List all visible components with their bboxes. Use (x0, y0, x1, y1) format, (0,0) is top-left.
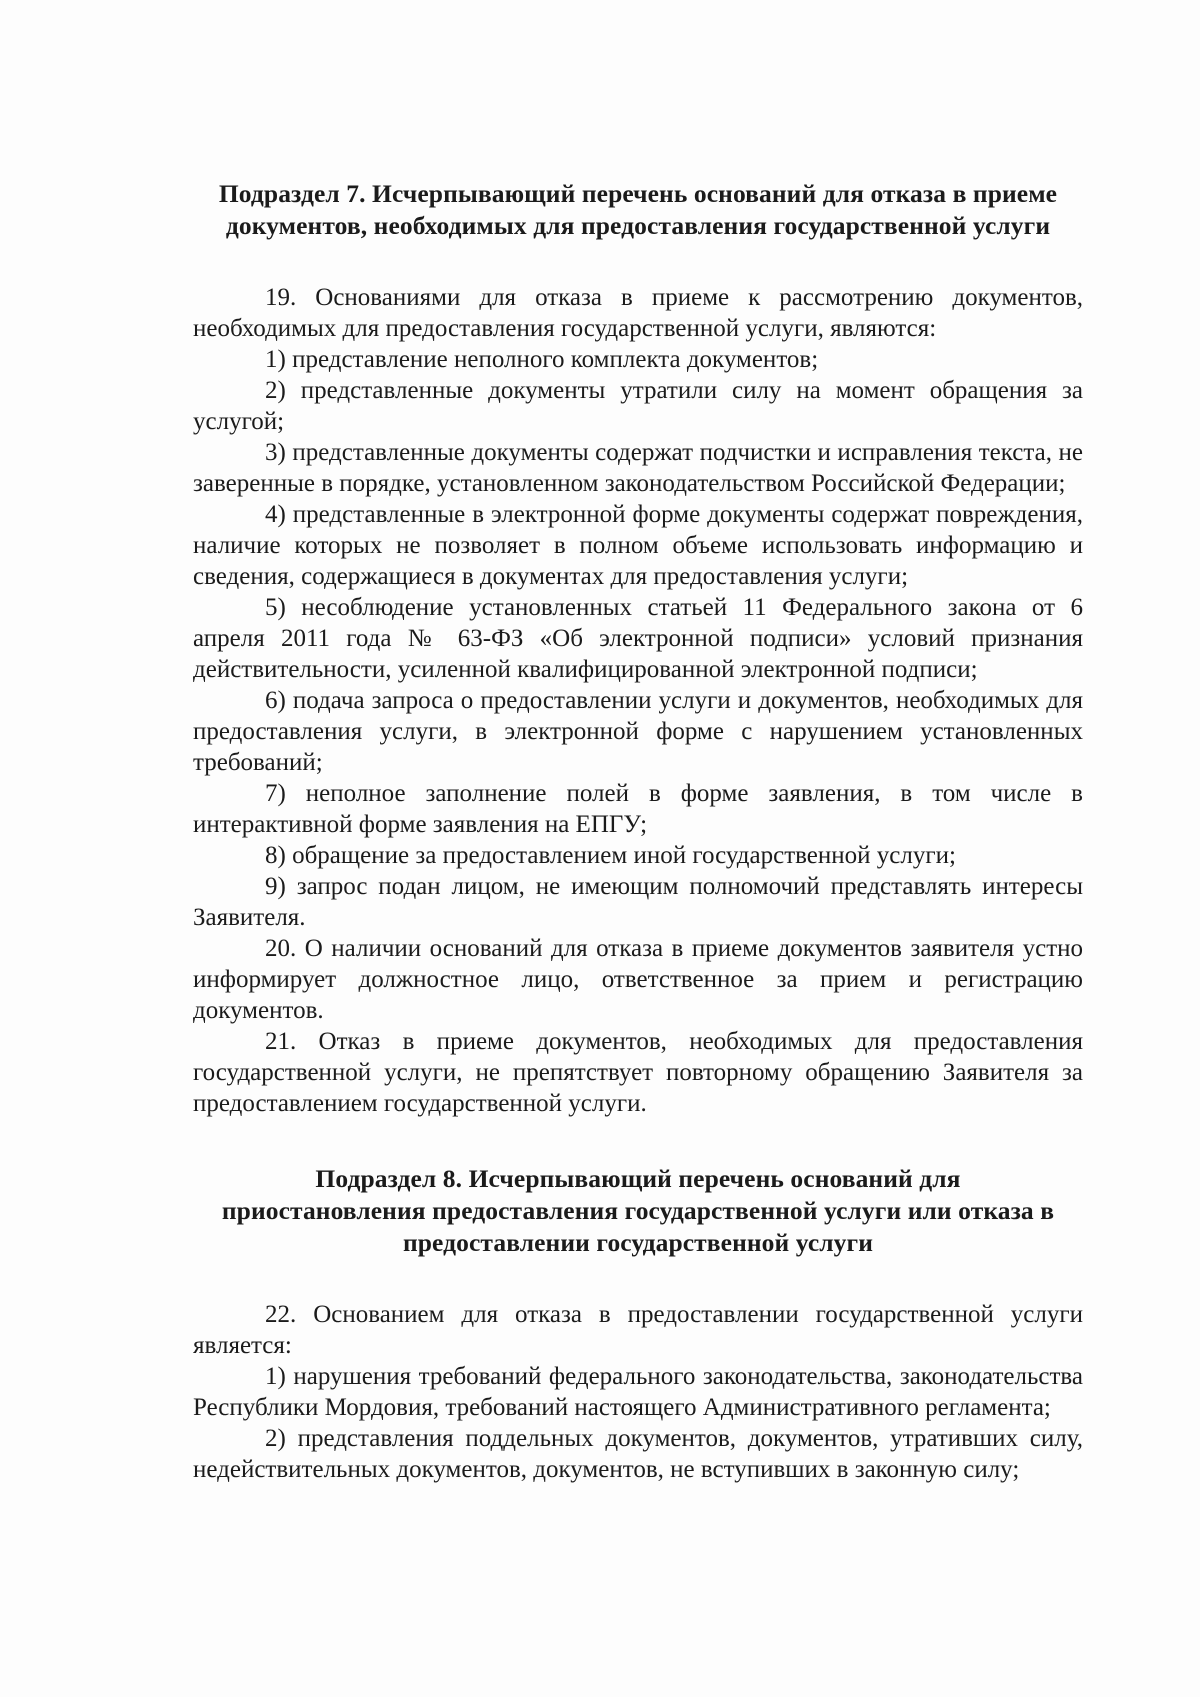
heading-line: предоставлении государственной услуги (402, 1228, 874, 1257)
subsection-8-text (193, 1299, 1083, 1485)
subsection-7-heading (193, 178, 1083, 242)
heading-line: приостановления предоставления государственной услуги или отказа в (221, 1196, 1055, 1225)
list-item-4: 4) представленные в электронной форме документы содержат повреждения, наличие которых не позволяет в полном объеме использовать информацию и сведения, содержащиеся в документах для предоставления услуги; (193, 501, 1083, 590)
document-body (193, 178, 1083, 1485)
heading-line: Подраздел 8. Исчерпывающий перечень оснований для (315, 1164, 961, 1193)
list-item-8: 8) обращение за предоставлением иной государственной услуги; (265, 842, 956, 869)
list-item-6: 6) подача запроса о предоставлении услуги и документов, необходимых для предоставления услуги, в электронной форме с нарушением установленных требований; (193, 687, 1083, 776)
paragraph-19: 19. Основаниями для отказа в приеме к рассмотрению документов, необходимых для предоставления государственной услуги, являются: (193, 284, 1083, 342)
list-item-3: 3) представленные документы содержат подчистки и исправления текста, не заверенные в порядке, установленном законодательством Российской Федерации; (193, 439, 1083, 497)
list-item-5: 5) несоблюдение установленных статьей 11 Федерального закона от 6 апреля 2011 года № 63-ФЗ «Об электронной подписи» условий признания действительности, усиленной квалифицированной электронной подписи; (193, 594, 1083, 683)
paragraph-21: 21. Отказ в приеме документов, необходимых для предоставления государственной услуги, не препятствует повторному обращению Заявителя за предоставлением государственной услуги. (193, 1028, 1083, 1117)
list-item-1: 1) представление неполного комплекта документов; (265, 346, 819, 373)
paragraph-20: 20. О наличии оснований для отказа в приеме документов заявителя устно информирует должностное лицо, ответственное за прием и регистрацию документов. (193, 935, 1083, 1024)
list-item-2: 2) представления поддельных документов, документов, утративших силу, недействительных документов, документов, не вступивших в законную силу; (193, 1425, 1083, 1483)
subsection-8-heading (193, 1163, 1083, 1259)
paragraph-22: 22. Основанием для отказа в предоставлении государственной услуги является: (193, 1301, 1083, 1359)
list-item-7: 7) неполное заполнение полей в форме заявления, в том числе в интерактивной форме заявления на ЕПГУ; (193, 780, 1083, 838)
heading-line: Подраздел 7. Исчерпывающий перечень оснований для отказа в приеме (218, 179, 1058, 208)
subsection-7-text (193, 282, 1083, 1119)
list-item-9: 9) запрос подан лицом, не имеющим полномочий представлять интересы Заявителя. (193, 873, 1083, 931)
heading-line: документов, необходимых для предоставления государственной услуги (225, 211, 1051, 240)
list-item-1: 1) нарушения требований федерального законодательства, законодательства Республики Мордовия, требований настоящего Административного регламента; (193, 1363, 1083, 1421)
list-item-2: 2) представленные документы утратили силу на момент обращения за услугой; (193, 377, 1083, 435)
